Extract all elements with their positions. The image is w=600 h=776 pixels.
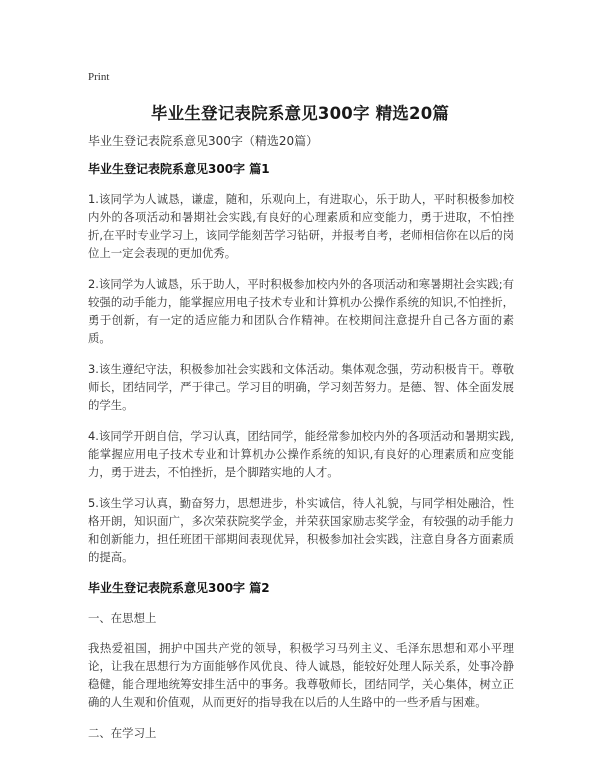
section-heading-1: 毕业生登记表院系意见300字 篇1 (88, 162, 270, 176)
paragraph-3: 3.该生遵纪守法，积极参加社会实践和文体活动。集体观念强，劳动积极肯干。尊敬师长，团结同学，严于律己。学习目的明确，学习刻苦努力。是德、智、体全面发展的学生。 (88, 362, 514, 412)
paragraph-5: 5.该生学习认真，勤奋努力，思想进步，朴实诚信，待人礼貌，与同学相处融洽，性格开朗，知识面广，多次荣获院奖学金，并荣获国家励志奖学金，有较强的动手能力和创新能力，担任班团干部期间表现优异，积极参加社会实践，注意自身各方面素质的提高。 (88, 496, 514, 564)
paragraph-1: 1.该同学为人诚恳，谦虚，随和，乐观向上，有进取心，乐于助人，平时积极参加校内外的各项活动和暑期社会实践,有良好的心理素质和应变能力，勇于进取，不怕挫折,在平时专业学习上，该同学能刻苦学习钻研，并报考自考，老师相信你在以后的岗位上一定会表现的更加优秀。 (88, 192, 514, 260)
paragraph-2: 2.该同学为人诚恳，乐于助人，平时积极参加校内外的各项活动和寒暑期社会实践;有较强的动手能力，能掌握应用电子技术专业和计算机办公操作系统的知识,不怕挫折，勇于创新，有一定的适应能力和团队合作精神。在校期间注意提升自己各方面的素质。 (88, 277, 514, 345)
document-body (88, 132, 514, 754)
part-2-label: 二、在学习上 (88, 726, 157, 740)
page-title: 毕业生登记表院系意见300字 精选20篇 (150, 104, 450, 123)
document-subtitle: 毕业生登记表院系意见300字（精选20篇） (88, 134, 319, 148)
paragraph-4: 4.该同学开朗自信，学习认真，团结同学，能经常参加校内外的各项活动和暑期实践,能掌握应用电子技术专业和计算机办公操作系统的知识,有良好的心理素质和应变能力，勇于进去，不怕挫折，是个脚踏实地的人才。 (88, 429, 514, 479)
section-heading-2: 毕业生登记表院系意见300字 篇2 (88, 581, 270, 595)
part-1-label: 一、在思想上 (88, 611, 157, 625)
part-1-text: 我热爱祖国，拥护中国共产党的领导，积极学习马列主义、毛泽东思想和邓小平理论，让我在思想行为方面能够作风优良、待人诚恳，能较好处理人际关系，处事冷静稳健，能合理地统筹安排生活中的事务。我尊敬师长，团结同学，关心集体，树立正确的人生观和价值观，从而更好的指导我在以后的人生路中的一些矛盾与困难。 (88, 641, 514, 709)
print-link[interactable]: Print (88, 71, 110, 83)
